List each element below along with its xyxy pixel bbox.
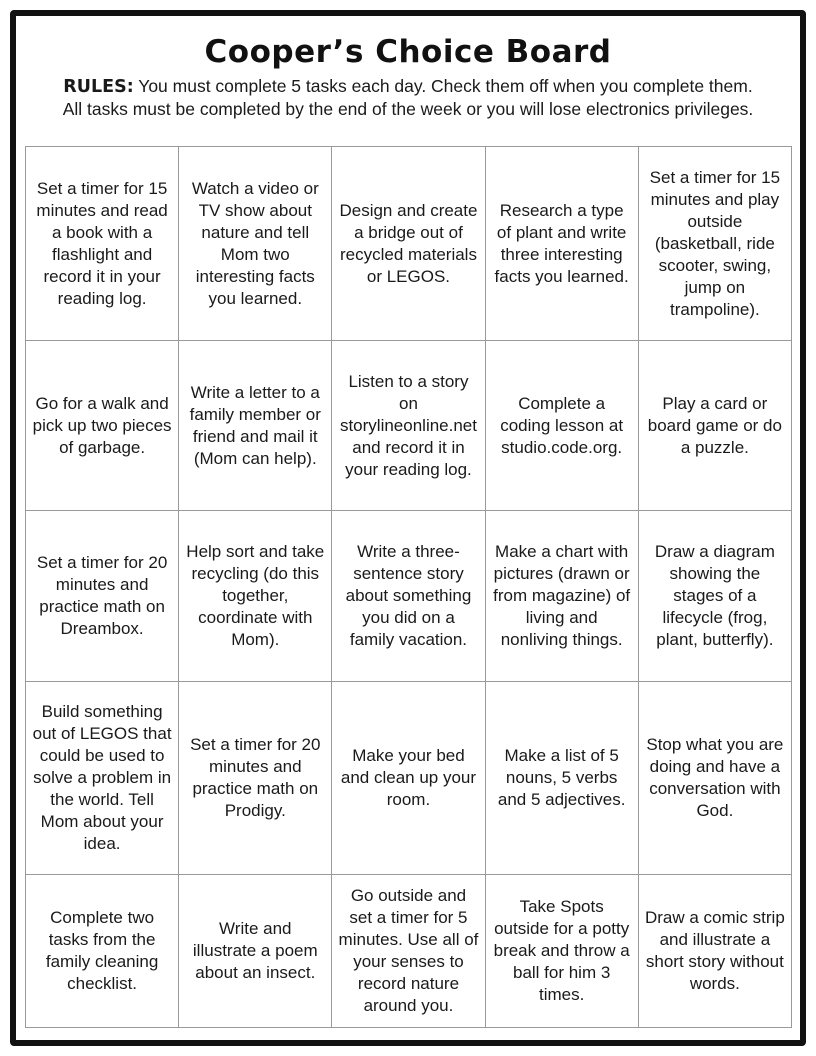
- task-cell: Go outside and set a timer for 5 minutes. Use all of your senses to record nature around you.: [332, 875, 485, 1028]
- board-row: [26, 682, 792, 875]
- task-cell: Complete two tasks from the family cleaning checklist.: [26, 875, 179, 1028]
- task-cell: Make a list of 5 nouns, 5 verbs and 5 adjectives.: [485, 682, 638, 875]
- task-cell: Set a timer for 20 minutes and practice math on Dreambox.: [26, 511, 179, 682]
- task-cell: Set a timer for 15 minutes and play outside (basketball, ride scooter, swing, jump on trampoline).: [638, 147, 791, 341]
- task-cell: Draw a comic strip and illustrate a short story without words.: [638, 875, 791, 1028]
- task-cell: Build something out of LEGOS that could be used to solve a problem in the world. Tell Mom about your idea.: [26, 682, 179, 875]
- rules-label: RULES:: [63, 77, 134, 97]
- task-cell: Design and create a bridge out of recycled materials or LEGOS.: [332, 147, 485, 341]
- task-cell: Play a card or board game or do a puzzle.: [638, 341, 791, 511]
- task-cell: Take Spots outside for a potty break and throw a ball for him 3 times.: [485, 875, 638, 1028]
- task-cell: Write and illustrate a poem about an insect.: [179, 875, 332, 1028]
- board-row: [26, 511, 792, 682]
- board-row: [26, 341, 792, 511]
- task-cell: Complete a coding lesson at studio.code.org.: [485, 341, 638, 511]
- task-cell: Research a type of plant and write three interesting facts you learned.: [485, 147, 638, 341]
- task-cell: Draw a diagram showing the stages of a lifecycle (frog, plant, butterfly).: [638, 511, 791, 682]
- task-cell: Go for a walk and pick up two pieces of garbage.: [26, 341, 179, 511]
- task-cell: Watch a video or TV show about nature and tell Mom two interesting facts you learned.: [179, 147, 332, 341]
- page-title: Cooper’s Choice Board: [204, 34, 612, 70]
- task-cell: Make a chart with pictures (drawn or from magazine) of living and nonliving things.: [485, 511, 638, 682]
- task-cell: Set a timer for 20 minutes and practice math on Prodigy.: [179, 682, 332, 875]
- choice-board-grid: [25, 146, 792, 1028]
- task-cell: Make your bed and clean up your room.: [332, 682, 485, 875]
- task-cell: Write a letter to a family member or friend and mail it (Mom can help).: [179, 341, 332, 511]
- task-cell: Help sort and take recycling (do this together, coordinate with Mom).: [179, 511, 332, 682]
- rules-text: [30, 75, 786, 120]
- rules-line-1: You must complete 5 tasks each day. Check them off when you complete them.: [133, 76, 753, 96]
- task-cell: Write a three-sentence story about something you did on a family vacation.: [332, 511, 485, 682]
- task-cell: Stop what you are doing and have a conversation with God.: [638, 682, 791, 875]
- board-row: [26, 875, 792, 1028]
- rules-line-2: All tasks must be completed by the end of the week or you will lose electronics privileges.: [62, 99, 754, 119]
- board-row: [26, 147, 792, 341]
- task-cell: Set a timer for 15 minutes and read a book with a flashlight and record it in your reading log.: [26, 147, 179, 341]
- task-cell: Listen to a story on storylineonline.net and record it in your reading log.: [332, 341, 485, 511]
